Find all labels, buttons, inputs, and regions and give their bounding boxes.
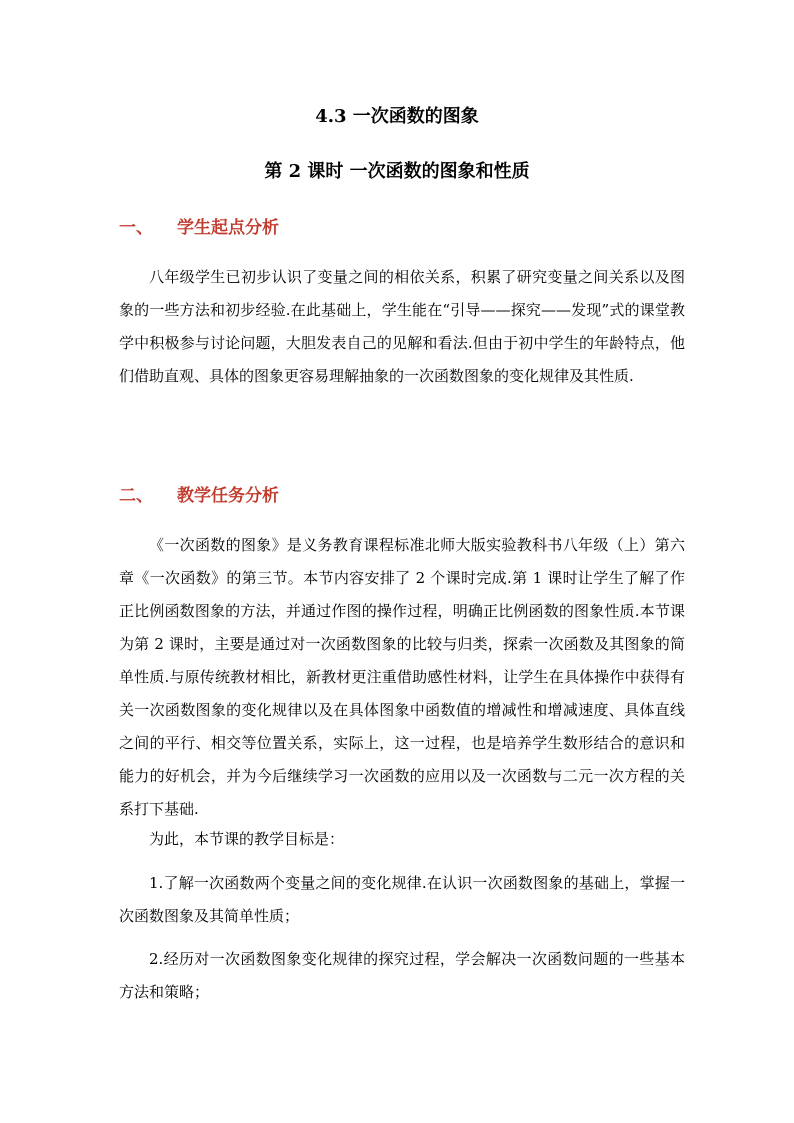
section-title: 教学任务分析 xyxy=(177,486,279,506)
paragraph-goal-1: 1.了解一次函数两个变量之间的变化规律.在认识一次函数图象的基础上，掌握一次函数图象及其简单性质； xyxy=(119,874,685,925)
section-number: 一、 xyxy=(119,218,153,238)
section-heading-student-analysis xyxy=(119,216,279,240)
paragraph-goals-intro: 为此，本节课的教学目标是： xyxy=(149,830,345,848)
paragraph-goal-2: 2.经历对一次函数图象变化规律的探究过程，学会解决一次函数问题的一些基本方法和策略； xyxy=(119,950,685,1001)
paragraph-student-analysis: 八年级学生已初步认识了变量之间的相依关系，积累了研究变量之间关系以及图象的一些方法和初步经验.在此基础上，学生能在“引导——探究——发现”式的课堂教学中积极参与讨论问题，大胆发表自己的见解和看法.但由于初中学生的年龄特点，他们借助直观、具体的图象更容易理解抽象的一次函数图象的变化规律及其性质. xyxy=(119,268,685,385)
paragraph-task-analysis: 《一次函数的图象》是义务教育课程标准北师大版实验教科书八年级（上）第六章《一次函数》的第三节。本节内容安排了 2 个课时完成.第 1 课时让学生了解了作正比例函数图象的方法，并通过作图的操作过程，明确正比例函数的图象性质.本节课为第 2 课时，主要是通过对一次函数图象的比较与归类，探索一次函数及其图象的简单性质.与原传统教材相比，新教材更注重借助感性材料，让学生在具体操作中获得有关一次函数图象的变化规律以及在具体图象中函数值的增减性和增减速度、具体直线之间的平行、相交等位置关系，实际上，这一过程，也是培养学生数形结合的意识和能力的好机会，并为今后继续学习一次函数的应用以及一次函数与二元一次方程的关系打下基础. xyxy=(119,536,685,818)
section-number: 二、 xyxy=(119,486,153,506)
document-subtitle: 第 2 课时 一次函数的图象和性质 xyxy=(264,161,530,182)
section-title: 学生起点分析 xyxy=(177,218,279,238)
section-heading-task-analysis xyxy=(119,484,279,508)
document-title: 4.3 一次函数的图象 xyxy=(315,106,479,127)
